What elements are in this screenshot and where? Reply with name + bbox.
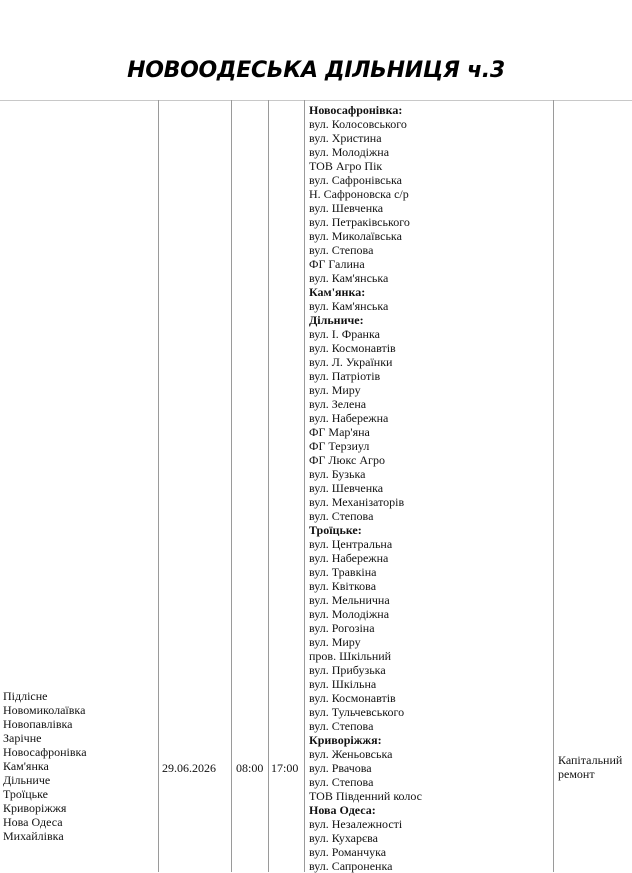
- street-item: вул. Степова: [309, 509, 374, 523]
- locality-header: Новосафронівка:: [309, 103, 403, 117]
- time-start-cell: 08:00: [236, 761, 264, 775]
- column-divider: [268, 100, 269, 872]
- settlement-item: Новомиколаївка: [3, 703, 86, 717]
- street-item: ФГ Люкс Агро: [309, 453, 385, 467]
- settlement-item: Новопавлівка: [3, 717, 73, 731]
- street-item: вул. Степова: [309, 719, 374, 733]
- table-top-border: [0, 100, 632, 101]
- settlement-item: Новосафронівка: [3, 745, 87, 759]
- time-end-cell: 17:00: [271, 761, 299, 775]
- settlement-item: Зарічне: [3, 731, 42, 745]
- street-item: вул. Молодіжна: [309, 145, 390, 159]
- street-item: вул. Рвачова: [309, 761, 372, 775]
- street-item: вул. Бузька: [309, 467, 366, 481]
- street-item: вул. Л. Українки: [309, 355, 393, 369]
- street-item: вул. Колосовського: [309, 117, 407, 131]
- street-item: ФГ Галина: [309, 257, 365, 271]
- street-item: вул. Шевченка: [309, 201, 384, 215]
- locality-header: Дільниче:: [309, 313, 364, 327]
- street-item: вул. Рогозіна: [309, 621, 375, 635]
- street-item: вул. Патріотів: [309, 369, 381, 383]
- street-item: вул. Травкіна: [309, 565, 377, 579]
- street-item: вул. Сафронівська: [309, 173, 402, 187]
- street-item: вул. Кам'янська: [309, 299, 389, 313]
- settlements-cell: [3, 689, 87, 843]
- street-item: вул. Степова: [309, 243, 374, 257]
- settlement-item: Дільниче: [3, 773, 51, 787]
- street-item: вул. І. Франка: [309, 327, 380, 341]
- page-title: НОВООДЕСЬКА ДІЛЬНИЦЯ ч.3: [127, 58, 505, 83]
- street-item: вул. Молодіжна: [309, 607, 390, 621]
- street-item: вул. Сапроненка: [309, 859, 393, 873]
- street-item: вул. Незалежності: [309, 817, 403, 831]
- settlement-item: Нова Одеса: [3, 815, 63, 829]
- street-item: вул. Тульчевського: [309, 705, 405, 719]
- date-cell: 29.06.2026: [162, 761, 216, 775]
- street-item: вул. Центральна: [309, 537, 393, 551]
- column-divider: [231, 100, 232, 872]
- street-item: вул. Космонавтів: [309, 341, 396, 355]
- settlement-item: Михайлівка: [3, 829, 64, 843]
- column-divider: [158, 100, 159, 872]
- street-item: вул. Набережна: [309, 411, 389, 425]
- settlement-item: Підлісне: [3, 689, 48, 703]
- street-item: вул. Набережна: [309, 551, 389, 565]
- street-item: вул. Кам'янська: [309, 271, 389, 285]
- outage-table: [0, 100, 632, 872]
- street-item: ФГ Терзиул: [309, 439, 370, 453]
- street-item: вул. Христина: [309, 131, 382, 145]
- street-item: вул. Шкільна: [309, 677, 377, 691]
- addresses-cell: [309, 103, 422, 873]
- reason-cell: [558, 753, 622, 781]
- street-item: вул. Петраківського: [309, 215, 410, 229]
- reason-line: ремонт: [558, 767, 595, 781]
- column-divider: [553, 100, 554, 872]
- street-item: вул. Мельнична: [309, 593, 390, 607]
- street-item: вул. Романчука: [309, 845, 387, 859]
- street-item: вул. Кухарєва: [309, 831, 378, 845]
- street-item: Н. Сафроновска с/р: [309, 187, 409, 201]
- street-item: вул. Квіткова: [309, 579, 377, 593]
- street-item: вул. Зелена: [309, 397, 367, 411]
- street-item: вул. Миру: [309, 383, 361, 397]
- street-item: вул. Шевченка: [309, 481, 384, 495]
- street-item: вул. Миколаївська: [309, 229, 402, 243]
- street-item: вул. Женьовська: [309, 747, 393, 761]
- settlement-item: Кам'янка: [3, 759, 49, 773]
- street-item: вул. Миру: [309, 635, 361, 649]
- locality-header: Нова Одеса:: [309, 803, 376, 817]
- settlement-item: Криворіжжя: [3, 801, 67, 815]
- street-item: пров. Шкільний: [309, 649, 392, 663]
- street-item: ТОВ Агро Пік: [309, 159, 383, 173]
- street-item: ФГ Мар'яна: [309, 425, 370, 439]
- street-item: ТОВ Південний колос: [309, 789, 423, 803]
- locality-header: Криворіжжя:: [309, 733, 382, 747]
- street-item: вул. Прибузька: [309, 663, 386, 677]
- street-item: вул. Космонавтів: [309, 691, 396, 705]
- locality-header: Кам'янка:: [309, 285, 366, 299]
- locality-header: Троїцьке:: [309, 523, 362, 537]
- column-divider: [304, 100, 305, 872]
- settlement-item: Троїцьке: [3, 787, 48, 801]
- street-item: вул. Степова: [309, 775, 374, 789]
- street-item: вул. Механізаторів: [309, 495, 405, 509]
- reason-line: Капітальний: [558, 753, 623, 767]
